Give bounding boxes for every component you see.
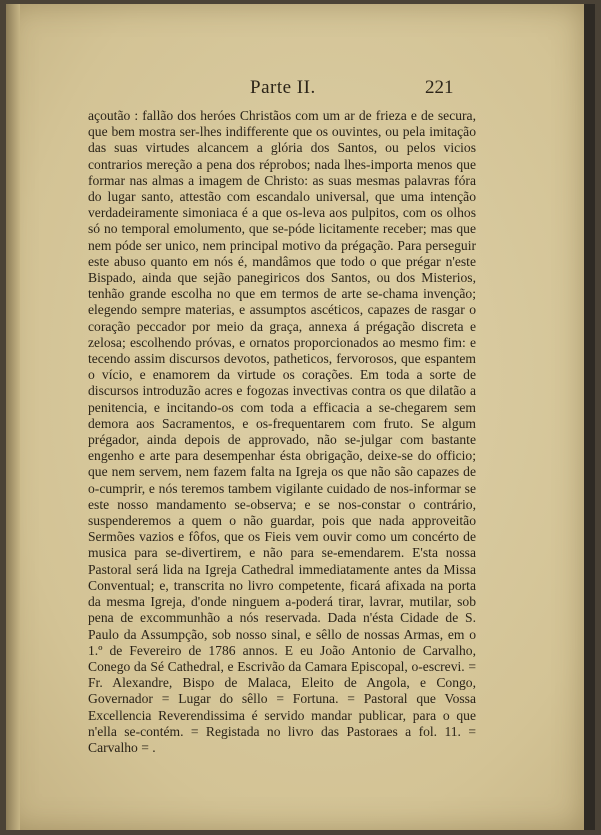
body-text (88, 108, 476, 756)
running-head (6, 77, 584, 103)
page-gutter (6, 4, 20, 830)
page-edge-shadow (584, 4, 595, 830)
running-head-title: Parte II. (250, 77, 316, 98)
book-page (6, 4, 584, 830)
body-paragraph: açoutão : fallão dos heróes Christãos com um ar de frieza e de secura, que bem mostra ser-lhes indifferente que os ouvintes, ou pela imitação das suas virtudes alcancem a glória dos Santos, ou pelos vicios contrarios mereção a pena dos réprobos; nada lhes-importa menos que formar nas almas a imagem de Christo: as suas mesmas palavras fóra do lugar santo, attestão com escandalo universal, que uma intenção verdadeiramente simoniaca é a que os-leva aos pulpitos, com os olhos só no temporal emolumento, que se-póde licitamente receber; mas que nem póde ser unico, nem principal motivo da prégação. Para perseguir este abuso quanto em nós é, mandâmos que todo o que prégar n'este Bispado, ainda que sejão panegiricos dos Santos, ou dos Misterios, tenhão grande escolha no que em termos de arte se-chama invenção; elegendo sempre materias, e assumptos ascéticos, capazes de rasgar o coração peccador por meio da graça, annexa á prégação discreta e zelosa; escolhendo próvas, e ornatos proporcionados ao mesmo fim: e tecendo assim discursos devotos, patheticos, fervorosos, que espantem o vício, e enamorem da virtude os corações. Em toda a sorte de discursos introduzão acres e fogozas invectivas contra os que dilatão a penitencia, e incitando-os com toda a efficacia a se-chegarem sem demora aos Sacramentos, e os-frequentarem com fruto. Se algum prégador, ainda depois de approvado, não se-julgar com bastante engenho e arte para desempenhar ésta obrigação, deixe-se do officio; que nem servem, nem fazem falta na Igreja os que não são capazes de o-cumprir, e nós teremos tambem vigilante cuidado de nos-informar se este nosso mandamento se-observa; e se nos-constar o contrário, suspenderemos a quem o não guardar, pois que nada approveitão Sermões vazios e fôfos, que os Fieis vem ouvir como um concérto de musica para se-divertirem, e não para se-emendarem. E'sta nossa Pastoral será lida na Igreja Cathedral immediatamente antes da Missa Conventual; e, transcrita no livro competente, ficará afixada na porta da mesma Igreja, d'onde ninguem a-poderá tirar, lavrar, mutilar, sob pena de excommunhão a nós reservada. Dada n'ésta Cidade de S. Paulo da Assumpção, sob nosso sinal, e sêllo de nossas Armas, em o 1.º de Fevereiro de 1786 annos. E eu João Antonio de Carvalho, Conego da Sé Cathedral, e Escrivão da Camara Episcopal, o-escrevi. = Fr. Alexandre, Bispo de Malaca, Eleito de Angola, e Congo, Governador = Lugar do sêllo = Fortuna. = Pastoral que Vossa Excellencia Reverendissima é servido mandar publicar, para o que n'ella se-contém. = Registada no livro das Pastoraes a fol. 11. = Carvalho = . (88, 108, 476, 755)
page-number: 221 (425, 77, 454, 98)
